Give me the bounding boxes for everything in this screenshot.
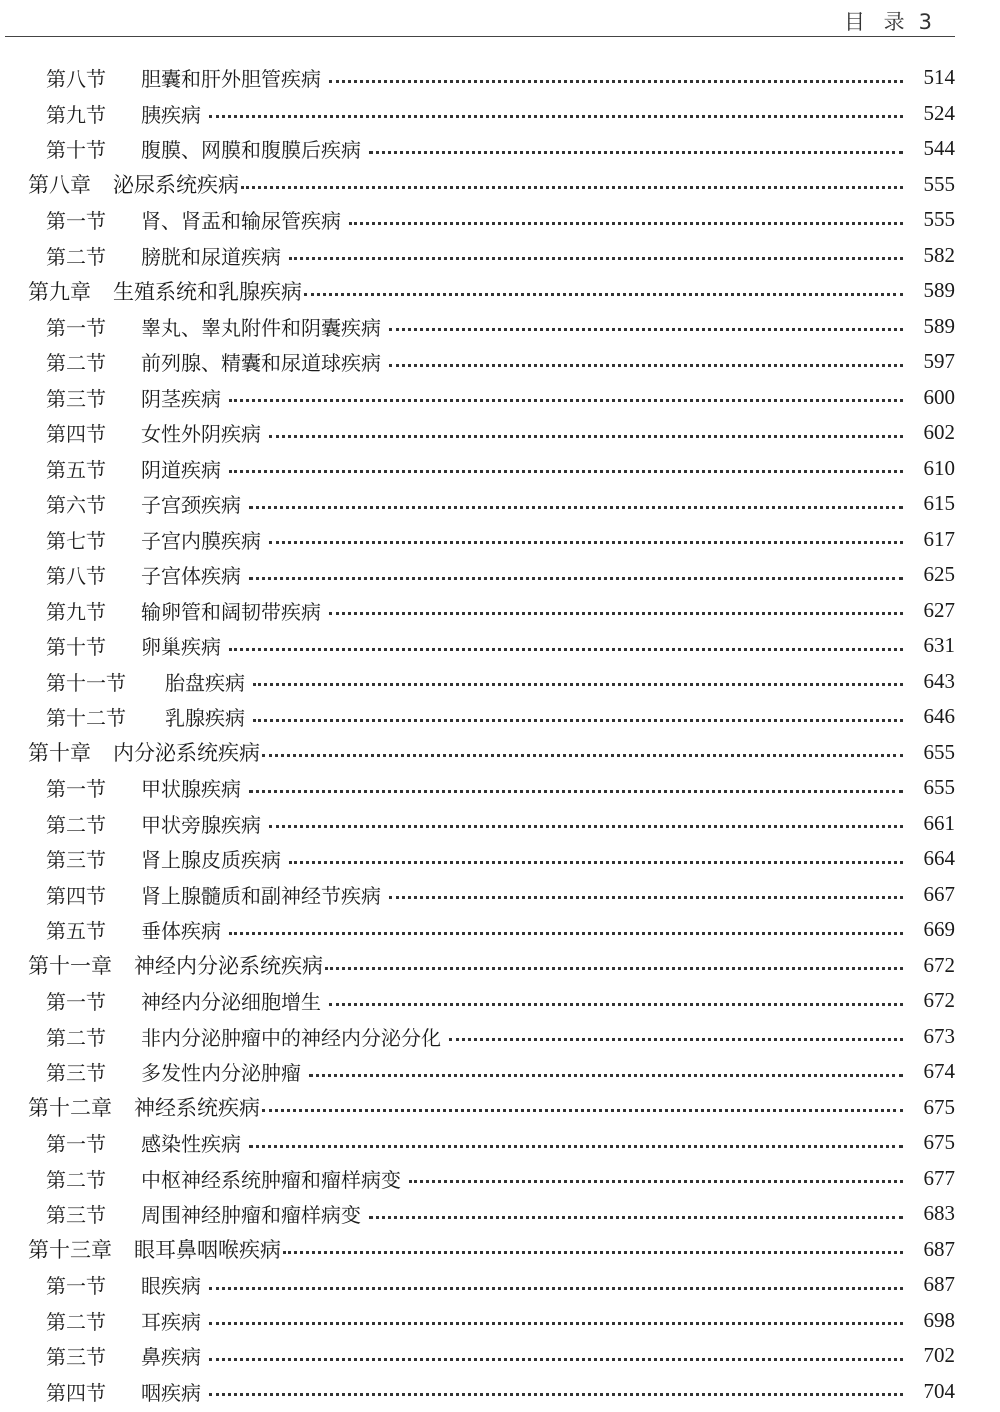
- entry-label: 第四节: [46, 422, 106, 447]
- entry-title: 多发性内分泌肿瘤: [141, 1061, 301, 1086]
- dot-leader: [229, 931, 903, 935]
- entry-label: 第十二节: [46, 706, 126, 731]
- entry-label: 第九节: [46, 599, 106, 624]
- entry-label: 第七节: [46, 528, 106, 553]
- entry-label: 第一节: [46, 990, 106, 1015]
- entry-title: 腹膜、网膜和腹膜后疾病: [141, 138, 361, 163]
- toc-section-entry: [0, 593, 1000, 629]
- toc-chapter-entry: [0, 1232, 1000, 1268]
- dot-leader: [249, 789, 903, 793]
- entry-page-number: 555: [923, 207, 955, 232]
- entry-title: 感染性疾病: [141, 1132, 241, 1157]
- entry-page-number: 646: [923, 704, 955, 729]
- dot-leader: [329, 79, 903, 83]
- toc-section-entry: [0, 1267, 1000, 1303]
- entry-label: 第十三章: [28, 1238, 112, 1263]
- entry-title: 咽疾病: [141, 1380, 201, 1405]
- toc-chapter-entry: [0, 735, 1000, 771]
- entry-title: 子宫内膜疾病: [141, 528, 261, 553]
- dot-leader: [329, 611, 903, 615]
- entry-title: 神经内分泌系统疾病: [134, 954, 323, 979]
- dot-leader: [249, 576, 903, 580]
- entry-page-number: 687: [923, 1272, 955, 1297]
- entry-title: 内分泌系统疾病: [113, 741, 260, 766]
- entry-label: 第一节: [46, 315, 106, 340]
- entry-title: 胰疾病: [141, 102, 201, 127]
- running-head: [844, 6, 932, 36]
- entry-title: 乳腺疾病: [165, 706, 245, 731]
- entry-page-number: 667: [923, 881, 955, 906]
- entry-page-number: 683: [923, 1201, 955, 1226]
- dot-leader: [304, 292, 903, 296]
- entry-page-number: 675: [923, 1130, 955, 1155]
- dot-leader: [262, 753, 903, 757]
- dot-leader: [389, 363, 903, 367]
- toc-section-entry: [0, 344, 1000, 380]
- entry-page-number: 672: [923, 952, 955, 977]
- header-rule: [5, 36, 955, 37]
- dot-leader: [229, 647, 903, 651]
- entry-title: 非内分泌肿瘤中的神经内分泌分化: [141, 1025, 441, 1050]
- running-head-title: 目 录: [843, 10, 911, 34]
- entry-title: 子宫颈疾病: [141, 493, 241, 518]
- entry-title: 神经系统疾病: [134, 1096, 260, 1121]
- dot-leader: [229, 469, 903, 473]
- dot-leader: [289, 860, 903, 864]
- entry-page-number: 602: [923, 420, 955, 445]
- entry-label: 第十一章: [28, 954, 112, 979]
- entry-page-number: 675: [923, 1094, 955, 1119]
- dot-leader: [409, 1179, 903, 1183]
- entry-title: 膀胱和尿道疾病: [141, 244, 281, 269]
- toc-section-entry: [0, 415, 1000, 451]
- dot-leader: [269, 824, 903, 828]
- entry-title: 胆囊和肝外胆管疾病: [141, 67, 321, 92]
- entry-title: 子宫体疾病: [141, 564, 241, 589]
- entry-label: 第九节: [46, 102, 106, 127]
- entry-title: 阴道疾病: [141, 457, 221, 482]
- dot-leader: [369, 1215, 903, 1219]
- toc-section-entry: [0, 60, 1000, 96]
- dot-leader: [241, 185, 903, 189]
- toc-section-entry: [0, 557, 1000, 593]
- entry-label: 第十二章: [28, 1096, 112, 1121]
- table-of-contents: [0, 60, 1000, 1409]
- entry-page-number: 677: [923, 1165, 955, 1190]
- entry-title: 中枢神经系统肿瘤和瘤样病变: [141, 1167, 401, 1192]
- toc-section-entry: [0, 451, 1000, 487]
- entry-title: 输卵管和阔韧带疾病: [141, 599, 321, 624]
- entry-title: 神经内分泌细胞增生: [141, 990, 321, 1015]
- dot-leader: [309, 1073, 903, 1077]
- entry-page-number: 610: [923, 455, 955, 480]
- toc-chapter-entry: [0, 948, 1000, 984]
- entry-label: 第三节: [46, 1345, 106, 1370]
- entry-title: 垂体疾病: [141, 919, 221, 944]
- dot-leader: [229, 398, 903, 402]
- entry-page-number: 514: [923, 65, 955, 90]
- dot-leader: [269, 540, 903, 544]
- entry-page-number: 627: [923, 597, 955, 622]
- entry-title: 肾、肾盂和输尿管疾病: [141, 209, 341, 234]
- entry-label: 第三节: [46, 386, 106, 411]
- entry-label: 第二节: [46, 1025, 106, 1050]
- entry-title: 前列腺、精囊和尿道球疾病: [141, 351, 381, 376]
- dot-leader: [269, 434, 903, 438]
- entry-label: 第十节: [46, 635, 106, 660]
- toc-section-entry: [0, 309, 1000, 345]
- dot-leader: [209, 1321, 903, 1325]
- dot-leader: [209, 1357, 903, 1361]
- entry-page-number: 664: [923, 846, 955, 871]
- entry-title: 周围神经肿瘤和瘤样病变: [141, 1203, 361, 1228]
- toc-section-entry: [0, 1196, 1000, 1232]
- toc-section-entry: [0, 1161, 1000, 1197]
- entry-title: 眼耳鼻咽喉疾病: [134, 1238, 281, 1263]
- entry-page-number: 582: [923, 242, 955, 267]
- toc-chapter-entry: [0, 167, 1000, 203]
- entry-title: 泌尿系统疾病: [113, 173, 239, 198]
- entry-label: 第十一节: [46, 670, 126, 695]
- entry-title: 卵巢疾病: [141, 635, 221, 660]
- toc-section-entry: [0, 96, 1000, 132]
- entry-title: 肾上腺皮质疾病: [141, 848, 281, 873]
- entry-title: 甲状旁腺疾病: [141, 812, 261, 837]
- entry-page-number: 544: [923, 136, 955, 161]
- entry-label: 第十章: [28, 741, 91, 766]
- toc-section-entry: [0, 699, 1000, 735]
- toc-section-entry: [0, 522, 1000, 558]
- toc-section-entry: [0, 1125, 1000, 1161]
- dot-leader: [283, 1250, 903, 1254]
- entry-label: 第四节: [46, 883, 106, 908]
- entry-label: 第二节: [46, 1167, 106, 1192]
- dot-leader: [389, 895, 903, 899]
- entry-label: 第二节: [46, 351, 106, 376]
- dot-leader: [349, 221, 903, 225]
- toc-section-entry: [0, 486, 1000, 522]
- entry-page-number: 673: [923, 1023, 955, 1048]
- toc-section-entry: [0, 1338, 1000, 1374]
- entry-page-number: 687: [923, 1236, 955, 1261]
- entry-title: 女性外阴疾病: [141, 422, 261, 447]
- entry-label: 第三节: [46, 1061, 106, 1086]
- entry-page-number: 597: [923, 349, 955, 374]
- entry-page-number: 600: [923, 384, 955, 409]
- toc-section-entry: [0, 841, 1000, 877]
- entry-page-number: 589: [923, 313, 955, 338]
- toc-section-entry: [0, 1054, 1000, 1090]
- entry-title: 睾丸、睾丸附件和阴囊疾病: [141, 315, 381, 340]
- toc-section-entry: [0, 983, 1000, 1019]
- entry-page-number: 655: [923, 775, 955, 800]
- toc-section-entry: [0, 628, 1000, 664]
- dot-leader: [209, 1392, 903, 1396]
- entry-page-number: 674: [923, 1059, 955, 1084]
- entry-page-number: 672: [923, 988, 955, 1013]
- toc-section-entry: [0, 1374, 1000, 1410]
- entry-label: 第五节: [46, 919, 106, 944]
- entry-label: 第二节: [46, 244, 106, 269]
- toc-chapter-entry: [0, 273, 1000, 309]
- entry-page-number: 589: [923, 278, 955, 303]
- entry-page-number: 669: [923, 917, 955, 942]
- dot-leader: [253, 718, 903, 722]
- toc-section-entry: [0, 664, 1000, 700]
- dot-leader: [389, 327, 903, 331]
- entry-label: 第二节: [46, 1309, 106, 1334]
- toc-chapter-entry: [0, 1090, 1000, 1126]
- toc-section-entry: [0, 1019, 1000, 1055]
- entry-label: 第九章: [28, 279, 91, 304]
- entry-title: 阴茎疾病: [141, 386, 221, 411]
- toc-section-entry: [0, 380, 1000, 416]
- entry-title: 鼻疾病: [141, 1345, 201, 1370]
- toc-section-entry: [0, 912, 1000, 948]
- entry-label: 第一节: [46, 1132, 106, 1157]
- entry-label: 第八章: [28, 173, 91, 198]
- dot-leader: [329, 1002, 903, 1006]
- entry-label: 第二节: [46, 812, 106, 837]
- entry-page-number: 524: [923, 100, 955, 125]
- entry-page-number: 704: [923, 1378, 955, 1403]
- toc-section-entry: [0, 806, 1000, 842]
- entry-title: 耳疾病: [141, 1309, 201, 1334]
- entry-label: 第一节: [46, 777, 106, 802]
- entry-page-number: 615: [923, 491, 955, 516]
- dot-leader: [249, 1144, 903, 1148]
- entry-page-number: 555: [923, 171, 955, 196]
- entry-title: 甲状腺疾病: [141, 777, 241, 802]
- entry-title: 胎盘疾病: [165, 670, 245, 695]
- entry-page-number: 631: [923, 633, 955, 658]
- entry-label: 第四节: [46, 1380, 106, 1405]
- entry-label: 第一节: [46, 1274, 106, 1299]
- entry-label: 第一节: [46, 209, 106, 234]
- entry-page-number: 702: [923, 1343, 955, 1368]
- toc-section-entry: [0, 770, 1000, 806]
- toc-section-entry: [0, 238, 1000, 274]
- toc-section-entry: [0, 1303, 1000, 1339]
- entry-page-number: 698: [923, 1307, 955, 1332]
- toc-section-entry: [0, 202, 1000, 238]
- entry-label: 第三节: [46, 848, 106, 873]
- entry-label: 第六节: [46, 493, 106, 518]
- dot-leader: [289, 256, 903, 260]
- dot-leader: [369, 150, 903, 154]
- entry-label: 第十节: [46, 138, 106, 163]
- running-head-page-number: 3: [918, 10, 932, 34]
- entry-page-number: 661: [923, 810, 955, 835]
- entry-label: 第五节: [46, 457, 106, 482]
- dot-leader: [209, 114, 903, 118]
- dot-leader: [253, 682, 903, 686]
- entry-title: 眼疾病: [141, 1274, 201, 1299]
- entry-label: 第三节: [46, 1203, 106, 1228]
- entry-title: 肾上腺髓质和副神经节疾病: [141, 883, 381, 908]
- entry-label: 第八节: [46, 67, 106, 92]
- entry-page-number: 617: [923, 526, 955, 551]
- dot-leader: [262, 1108, 903, 1112]
- dot-leader: [209, 1286, 903, 1290]
- entry-page-number: 643: [923, 668, 955, 693]
- dot-leader: [325, 966, 903, 970]
- entry-page-number: 655: [923, 739, 955, 764]
- entry-title: 生殖系统和乳腺疾病: [113, 279, 302, 304]
- dot-leader: [249, 505, 903, 509]
- toc-section-entry: [0, 877, 1000, 913]
- entry-page-number: 625: [923, 562, 955, 587]
- toc-section-entry: [0, 131, 1000, 167]
- dot-leader: [449, 1037, 903, 1041]
- entry-label: 第八节: [46, 564, 106, 589]
